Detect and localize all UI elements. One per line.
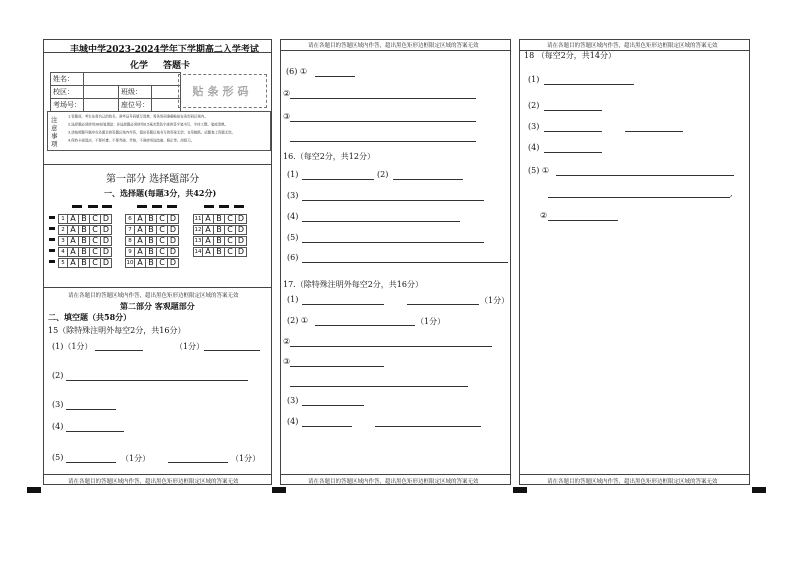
campus-label: 校区： xyxy=(51,86,84,99)
name-field[interactable] xyxy=(84,73,181,86)
option-c[interactable]: C xyxy=(90,236,101,246)
q15-4-label: (4) xyxy=(52,422,64,431)
option-b[interactable]: B xyxy=(214,236,225,246)
student-info-table xyxy=(50,72,181,112)
notice-line-1: 1.答题前，考生先将自己的姓名、准考证号码填写清楚，将条形码准确粘贴在条形码区域内。 xyxy=(68,115,208,119)
option-c[interactable]: C xyxy=(90,225,101,235)
option-a[interactable]: A xyxy=(135,214,146,224)
notice-label-4: 项 xyxy=(51,140,58,148)
q17-2-label: (2) ① xyxy=(287,316,309,325)
option-b[interactable]: B xyxy=(146,258,157,268)
option-c[interactable]: C xyxy=(157,258,168,268)
notice-labels xyxy=(51,116,58,148)
q14-6-part2: ② xyxy=(283,89,291,98)
q16-5-label: (5) xyxy=(287,233,299,242)
class-label: 班级： xyxy=(119,86,152,99)
q18-5-part2: ② xyxy=(540,211,548,220)
q17-3-blank[interactable] xyxy=(302,405,364,406)
subject-label: 化学 xyxy=(130,61,149,71)
option-b[interactable]: B xyxy=(79,214,90,224)
q18-5-part2-blank[interactable] xyxy=(548,220,618,221)
q17-2-part2: ② xyxy=(283,337,291,346)
q18-2-label: (2) xyxy=(528,101,540,110)
question-number: 7 xyxy=(125,225,135,235)
campus-field[interactable] xyxy=(84,86,119,99)
timing-mark xyxy=(219,205,229,208)
q18-3b-blank[interactable] xyxy=(625,131,683,132)
option-b[interactable]: B xyxy=(214,214,225,224)
seat-label: 座位号： xyxy=(119,99,152,112)
q16-title: 16.（每空2分，共12分） xyxy=(283,152,375,161)
q15-3-label: (3) xyxy=(52,400,64,409)
divider xyxy=(519,474,750,475)
question-number: 2 xyxy=(58,225,68,235)
timing-mark xyxy=(204,205,214,208)
option-b[interactable]: B xyxy=(79,247,90,257)
question-number: 12 xyxy=(194,226,202,233)
q14-6-part2-blank[interactable] xyxy=(290,98,476,99)
positioning-mark xyxy=(513,487,527,493)
q17-4b-blank[interactable] xyxy=(375,426,481,427)
q18-5-comma: , xyxy=(730,189,733,198)
choice-q3[interactable] xyxy=(58,236,112,245)
notice-label-1: 注 xyxy=(51,116,58,124)
option-d[interactable]: D xyxy=(168,236,179,246)
question-number: 8 xyxy=(125,236,135,246)
q17-1-label: (1) xyxy=(287,295,299,304)
divider xyxy=(43,287,272,288)
option-c[interactable]: C xyxy=(90,247,101,257)
q16-4-blank[interactable] xyxy=(302,221,460,222)
question-number: 3 xyxy=(58,236,68,246)
q16-1-label: (1) xyxy=(287,170,299,179)
timing-mark xyxy=(102,205,112,208)
positioning-mark xyxy=(27,487,41,493)
choice-q11[interactable] xyxy=(193,214,247,223)
q14-6-label: (6) ① xyxy=(286,67,308,76)
q16-1-blank[interactable] xyxy=(302,179,374,180)
choice-q13[interactable] xyxy=(193,236,247,245)
option-a[interactable]: A xyxy=(68,236,79,246)
option-c[interactable]: C xyxy=(225,247,236,257)
choice-q8[interactable] xyxy=(125,236,179,245)
option-a[interactable]: A xyxy=(68,258,79,268)
q18-5-label: (5) ① xyxy=(528,166,550,175)
warning-text: 请在各题目的答题区域内作答，超出黑色矩形边框限定区域的答案无效 xyxy=(547,43,718,49)
option-d[interactable]: D xyxy=(168,258,179,268)
option-b[interactable]: B xyxy=(79,225,90,235)
q15-5b-blank[interactable] xyxy=(168,462,228,463)
option-d[interactable]: D xyxy=(101,236,112,246)
question-number: 11 xyxy=(194,215,202,222)
row-mark xyxy=(49,238,55,241)
name-label: 姓名： xyxy=(51,73,84,86)
choice-q1[interactable] xyxy=(58,214,112,223)
notice-text xyxy=(68,114,268,143)
part1-title: 第一部分 选择题部分 xyxy=(106,174,200,185)
option-d[interactable]: D xyxy=(168,214,179,224)
q18-1-blank[interactable] xyxy=(544,84,634,85)
option-d[interactable]: D xyxy=(101,225,112,235)
option-d[interactable]: D xyxy=(101,214,112,224)
option-d[interactable]: D xyxy=(236,247,247,257)
q17-2-part3-blank-2[interactable] xyxy=(290,386,468,387)
option-c[interactable]: C xyxy=(157,225,168,235)
q18-1-label: (1) xyxy=(528,75,540,84)
q17-2-part3: ③ xyxy=(283,357,291,366)
q16-5-blank[interactable] xyxy=(302,242,484,243)
q15-5b-points: （1分） xyxy=(231,454,261,463)
option-c[interactable]: C xyxy=(225,214,236,224)
notice-box xyxy=(47,111,271,151)
option-a[interactable]: A xyxy=(135,258,146,268)
option-a[interactable]: A xyxy=(203,247,214,257)
timing-mark xyxy=(152,205,162,208)
choice-q7[interactable] xyxy=(125,225,179,234)
option-b[interactable]: B xyxy=(79,258,90,268)
notice-label-2: 意 xyxy=(51,124,58,132)
q15-4-blank[interactable] xyxy=(66,431,124,432)
exam-room-label: 考场号： xyxy=(51,99,84,112)
question-number: 9 xyxy=(125,247,135,257)
q17-4-label: (4) xyxy=(287,417,299,426)
q17-1-points: （1分） xyxy=(480,296,510,305)
q17-2-points: （1分） xyxy=(416,317,446,326)
divider xyxy=(43,474,272,475)
question-number: 6 xyxy=(125,214,135,224)
divider xyxy=(43,164,272,165)
option-d[interactable]: D xyxy=(101,247,112,257)
q18-4-label: (4) xyxy=(528,143,540,152)
row-mark xyxy=(49,260,55,263)
choice-q10[interactable] xyxy=(125,258,179,267)
choice-q2[interactable] xyxy=(58,225,112,234)
option-b[interactable]: B xyxy=(146,225,157,235)
option-c[interactable]: C xyxy=(90,214,101,224)
positioning-mark xyxy=(752,487,766,493)
q16-3-blank[interactable] xyxy=(302,200,484,201)
positioning-mark xyxy=(272,487,286,493)
timing-mark xyxy=(72,205,82,208)
timing-mark xyxy=(234,205,244,208)
option-a[interactable]: A xyxy=(203,225,214,235)
q18-2-blank[interactable] xyxy=(544,110,602,111)
choice-q14[interactable] xyxy=(193,247,247,256)
option-c[interactable]: C xyxy=(157,247,168,257)
option-a[interactable]: A xyxy=(68,247,79,257)
seat-field[interactable] xyxy=(152,99,181,112)
notice-line-3: 3.请按照题号顺序在各题目的答题区域内作答，超出答题区域书写的答案无效；在草稿纸、试题卷上答题无效。 xyxy=(68,131,235,135)
question-number: 5 xyxy=(58,258,68,268)
row-mark xyxy=(49,216,55,219)
q18-3-label: (3) xyxy=(528,122,540,131)
option-a[interactable]: A xyxy=(68,225,79,235)
q16-2-label: (2) xyxy=(377,170,389,179)
option-a[interactable]: A xyxy=(203,236,214,246)
warning-text: 请在各题目的答题区域内作答，超出黑色矩形边框限定区域的答案无效 xyxy=(547,479,718,485)
divider xyxy=(43,52,272,53)
barcode-area[interactable] xyxy=(178,74,267,108)
option-d[interactable]: D xyxy=(168,225,179,235)
card-label: 答题卡 xyxy=(163,61,191,71)
option-c[interactable]: C xyxy=(225,225,236,235)
option-c[interactable]: C xyxy=(157,214,168,224)
q16-6-label: (6) xyxy=(287,253,299,262)
divider xyxy=(280,474,511,475)
choice-q9[interactable] xyxy=(125,247,179,256)
q16-6-blank[interactable] xyxy=(302,262,508,263)
option-a[interactable]: A xyxy=(135,236,146,246)
choice-q12[interactable] xyxy=(193,225,247,234)
q14-6-part3-blank-2[interactable] xyxy=(290,141,476,142)
q18-5-blank[interactable] xyxy=(556,175,734,176)
q17-2-part3-blank[interactable] xyxy=(290,366,384,367)
warning-text: 请在各题目的答题区域内作答，超出黑色矩形边框限定区域的答案无效 xyxy=(308,43,479,49)
warning-text: 请在各题目的答题区域内作答，超出黑色矩形边框限定区域的答案无效 xyxy=(68,293,239,299)
option-a[interactable]: A xyxy=(203,214,214,224)
choice-q5[interactable] xyxy=(58,258,112,267)
q17-1a-blank[interactable] xyxy=(302,304,384,305)
section-fill-blank: 二、填空题（共58分） xyxy=(48,312,132,322)
q16-2-blank[interactable] xyxy=(393,179,463,180)
q15-1a-blank[interactable] xyxy=(95,350,143,351)
option-c[interactable]: C xyxy=(157,236,168,246)
choice-q6[interactable] xyxy=(125,214,179,223)
q14-6-blank[interactable] xyxy=(315,76,355,77)
answer-column-3 xyxy=(519,39,750,485)
part1-subtitle: 一、选择题(每题3分，共42分) xyxy=(104,188,217,198)
option-a[interactable]: A xyxy=(135,225,146,235)
option-b[interactable]: B xyxy=(146,247,157,257)
question-number: 4 xyxy=(58,247,68,257)
choice-q4[interactable] xyxy=(58,247,112,256)
notice-line-4: 4.保持卡面清洁，不要折叠、不要弄破、弄皱，不准使用涂改液、修正带、刮纸刀。 xyxy=(68,139,195,143)
q17-2-blank[interactable] xyxy=(315,325,415,326)
divider xyxy=(280,50,511,51)
warning-text: 请在各题目的答题区域内作答，超出黑色矩形边框限定区域的答案无效 xyxy=(68,479,239,485)
q15-2-label: (2) xyxy=(52,371,64,380)
option-d[interactable]: D xyxy=(236,236,247,246)
option-a[interactable]: A xyxy=(135,247,146,257)
barcode-label: 贴条形码 xyxy=(192,85,253,98)
question-number: 13 xyxy=(194,237,202,244)
q15-5-label: (5) xyxy=(52,453,64,462)
notice-label-3: 事 xyxy=(51,132,58,140)
part2-title: 第二部分 客观题部分 xyxy=(120,301,195,311)
q16-3-label: (3) xyxy=(287,191,299,200)
option-b[interactable]: B xyxy=(214,247,225,257)
class-field[interactable] xyxy=(152,86,181,99)
q18-4-blank[interactable] xyxy=(544,152,602,153)
question-number: 10 xyxy=(126,259,134,266)
q18-3a-blank[interactable] xyxy=(544,131,602,132)
q15-5a-points: （1分） xyxy=(121,454,151,463)
row-mark xyxy=(49,227,55,230)
warning-text: 请在各题目的答题区域内作答，超出黑色矩形边框限定区域的答案无效 xyxy=(308,479,479,485)
option-c[interactable]: C xyxy=(90,258,101,268)
option-b[interactable]: B xyxy=(79,236,90,246)
question-number: 14 xyxy=(194,248,202,255)
timing-mark xyxy=(167,205,177,208)
notice-line-2: 2.选择题必须使用2B铅笔填涂；非选择题必须使用0.5毫米黑色字迹的签字笔书写，字体工整、笔迹清楚。 xyxy=(68,123,228,127)
option-d[interactable]: D xyxy=(101,258,112,268)
question-number: 1 xyxy=(58,214,68,224)
exam-room-field[interactable] xyxy=(84,99,119,112)
q17-3-label: (3) xyxy=(287,396,299,405)
timing-mark xyxy=(88,205,98,208)
option-c[interactable]: C xyxy=(225,236,236,246)
q15-1b-blank[interactable] xyxy=(204,350,260,351)
row-mark xyxy=(49,249,55,252)
q15-3-blank[interactable] xyxy=(66,409,116,410)
q17-title: 17.（除特殊注明外每空2分，共16分） xyxy=(283,280,423,289)
q15-2-blank[interactable] xyxy=(66,380,248,381)
q14-6-part3-blank[interactable] xyxy=(290,121,476,122)
q15-title: 15（除特殊注明外每空2分，共16分） xyxy=(48,326,186,335)
option-d[interactable]: D xyxy=(236,214,247,224)
q17-4a-blank[interactable] xyxy=(302,426,352,427)
q15-5a-blank[interactable] xyxy=(66,462,116,463)
option-d[interactable]: D xyxy=(168,247,179,257)
q18-5-blank-2[interactable] xyxy=(548,197,730,198)
option-b[interactable]: B xyxy=(214,225,225,235)
option-b[interactable]: B xyxy=(146,214,157,224)
q16-4-label: (4) xyxy=(287,212,299,221)
option-a[interactable]: A xyxy=(68,214,79,224)
timing-mark xyxy=(137,205,147,208)
q15-1b-label: （1分） xyxy=(175,342,205,351)
q18-title: 18 （每空2分，共14分） xyxy=(524,51,616,60)
school-title: 丰城中学2023-2024学年下学期高二入学考试 xyxy=(70,45,259,55)
option-b[interactable]: B xyxy=(146,236,157,246)
q17-2-part2-blank[interactable] xyxy=(290,346,492,347)
q14-6-part3: ③ xyxy=(283,112,291,121)
option-d[interactable]: D xyxy=(236,225,247,235)
q15-1-label: (1)（1分） xyxy=(52,342,93,351)
q17-1b-blank[interactable] xyxy=(407,304,479,305)
